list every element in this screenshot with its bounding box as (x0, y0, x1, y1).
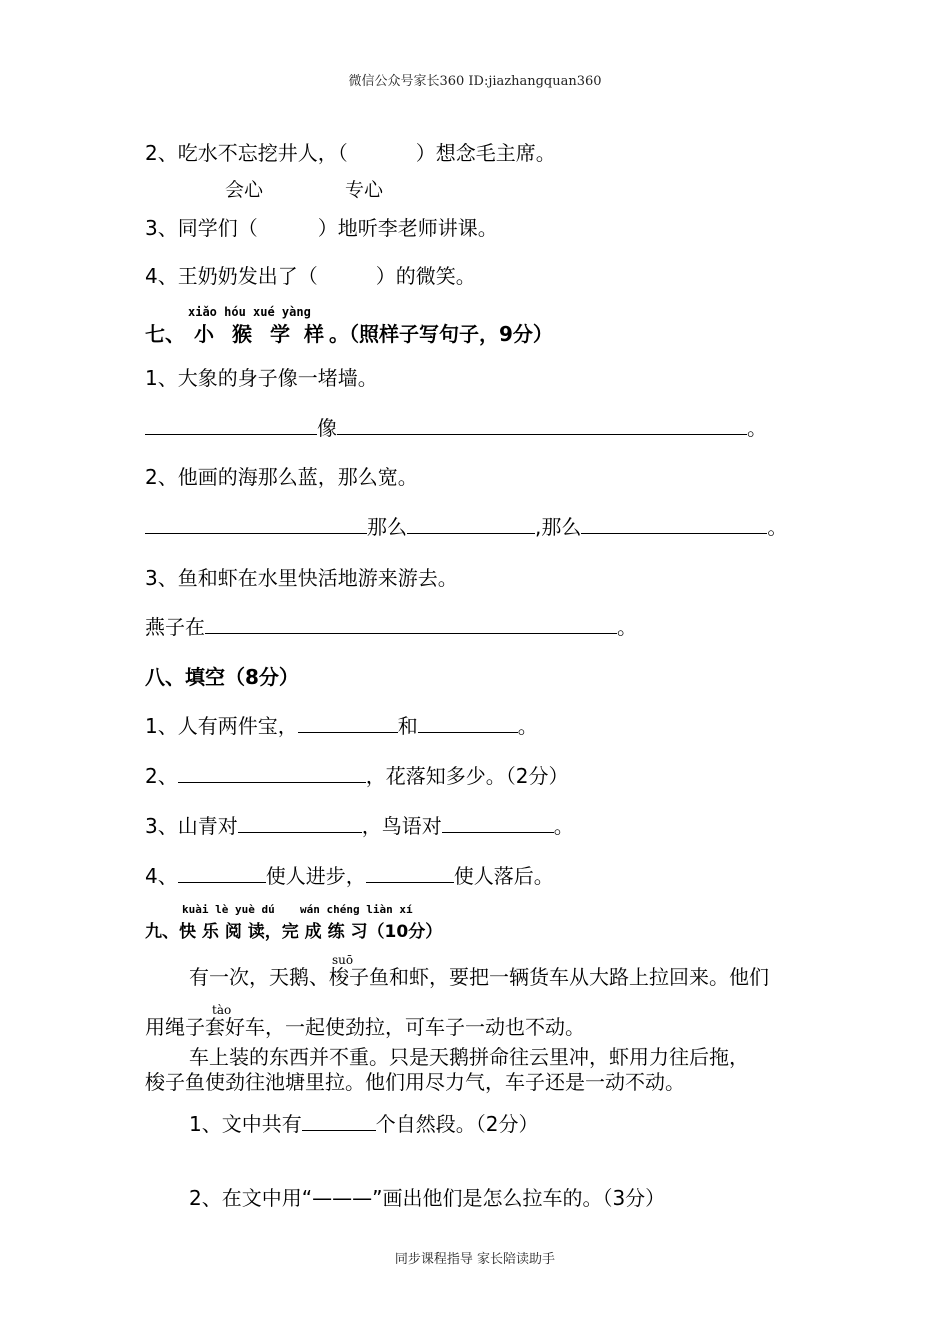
section-7-title (145, 318, 553, 347)
question-6-2-text: 2、吃水不忘挖井人，（ (145, 141, 348, 165)
answer-blank-7-1b[interactable] (337, 416, 747, 435)
question-8-3 (145, 810, 574, 839)
question-8-3-mid: ，鸟语对 (361, 814, 442, 838)
question-8-4-end: 使人落后。 (453, 864, 554, 888)
option-zhuanxin: 专心 (345, 179, 384, 201)
section-7-instruction: （照样子写句子，9分） (349, 322, 553, 346)
example-7-3: 3、鱼和虾在水里快活地游来游去。 (145, 566, 458, 590)
answer-7-3-end: 。 (617, 615, 637, 639)
question-6-3 (145, 212, 498, 241)
title-char-xiao: 小 (194, 322, 214, 346)
answer-blank-7-1a[interactable] (145, 416, 317, 435)
passage-p2-line2: 梭子鱼使劲往池塘里拉。他们用尽力气，车子还是一动不动。 (145, 1070, 685, 1094)
answer-7-1-end: 。 (747, 416, 767, 440)
question-6-2 (145, 137, 556, 166)
question-8-4-mid: 使人进步， (265, 864, 366, 888)
section-8-title: 八、填空（8分） (145, 665, 299, 689)
question-9-1-pre: 1、文中共有 (189, 1112, 302, 1136)
answer-7-2-end: 。 (767, 515, 788, 539)
pinyin-wanchenglianxi: wán chéng liàn xí (300, 903, 413, 916)
pinyin-tao: tào (212, 1003, 232, 1017)
section-9-score: （10分） (367, 922, 443, 942)
title-char-hou: 猴 (232, 322, 252, 346)
example-7-1: 1、大象的身子像一堵墙。 (145, 366, 378, 390)
answer-blank-8-3b[interactable] (442, 814, 554, 833)
title-char-xue: 学 (270, 322, 290, 346)
answer-blank-7-3[interactable] (205, 615, 617, 634)
answer-blank-8-4a[interactable] (178, 864, 266, 883)
answer-blank-7-2c[interactable] (581, 515, 767, 534)
answer-blank-8-3a[interactable] (238, 814, 362, 833)
example-7-2: 2、他画的海那么蓝，那么宽。 (145, 465, 418, 489)
question-6-4-text: 4、王奶奶发出了（ (145, 264, 318, 288)
pinyin-kuaileyuedu: kuài lè yuè dú (182, 903, 275, 916)
passage-p2-line1: 车上装的东西并不重。只是天鹅拼命往云里冲，虾用力往后拖， (189, 1045, 749, 1069)
question-8-2 (145, 760, 568, 789)
question-6-3-tail: ）地听李老师讲课。 (317, 216, 498, 240)
answer-blank-8-1a[interactable] (298, 714, 398, 733)
answer-7-2-mid2: ,那么 (535, 515, 582, 539)
answer-7-2-mid1: 那么 (367, 515, 407, 539)
answer-blank-8-1b[interactable] (418, 714, 518, 733)
answer-blank-8-2[interactable] (178, 764, 366, 783)
page-header: 微信公众号家长360 ID:jiazhangquan360 (348, 74, 602, 89)
section-9-title-part1: 快 乐 阅 读， (179, 922, 282, 942)
question-9-1 (189, 1108, 538, 1137)
passage-p1-line2: 用绳子套好车，一起使劲拉，可车子一动也不动。 (145, 1015, 585, 1039)
question-8-1-end: 。 (517, 714, 538, 738)
option-huixin: 会心 (225, 179, 264, 201)
question-8-3-end: 。 (553, 814, 574, 838)
answer-blank-8-4b[interactable] (366, 864, 454, 883)
title-char-yang: 样 (304, 322, 324, 346)
section-9-title (145, 917, 442, 942)
question-8-3-pre: 3、山青对 (145, 814, 238, 838)
question-6-4-tail: ）的微笑。 (375, 264, 476, 288)
section-7-number: 七、 (145, 322, 185, 346)
question-8-4-pre: 4、 (145, 864, 178, 888)
answer-7-1-mid: 像 (317, 416, 337, 440)
section-9-title-part2: 完 成 练 习 (281, 922, 368, 942)
answer-blank-7-2b[interactable] (407, 515, 535, 534)
answer-7-3-pre: 燕子在 (145, 615, 205, 639)
question-6-3-text: 3、同学们（ (145, 216, 258, 240)
page-footer: 同步课程指导 家长陪读助手 (394, 1252, 556, 1267)
question-8-4 (145, 860, 554, 889)
question-6-4 (145, 260, 476, 289)
answer-7-1 (145, 412, 767, 441)
question-8-2-pre: 2、 (145, 764, 178, 788)
question-8-1-mid: 和 (397, 714, 418, 738)
answer-7-2 (145, 511, 787, 540)
section-9-number: 九、 (145, 922, 179, 942)
answer-blank-7-2a[interactable] (145, 515, 367, 534)
question-8-1 (145, 710, 538, 739)
pinyin-xiaohouxueyang: xiǎo hóu xué yàng (188, 305, 311, 319)
pinyin-suo: suō (332, 953, 354, 967)
question-9-2: 2、在文中用“———”画出他们是怎么拉车的。（3分） (189, 1186, 666, 1210)
answer-blank-9-1[interactable] (302, 1112, 376, 1131)
answer-7-3 (145, 611, 637, 640)
passage-p1-line1: 有一次，天鹅、梭子鱼和虾，要把一辆货车从大路上拉回来。他们 (189, 965, 769, 989)
question-9-1-post: 个自然段。（2分） (375, 1112, 539, 1136)
question-8-1-pre: 1、人有两件宝， (145, 714, 298, 738)
title-period: 。 (329, 322, 349, 346)
question-6-2-tail: ）想念毛主席。 (415, 141, 556, 165)
question-8-2-post: ，花落知多少。（2分） (365, 764, 569, 788)
